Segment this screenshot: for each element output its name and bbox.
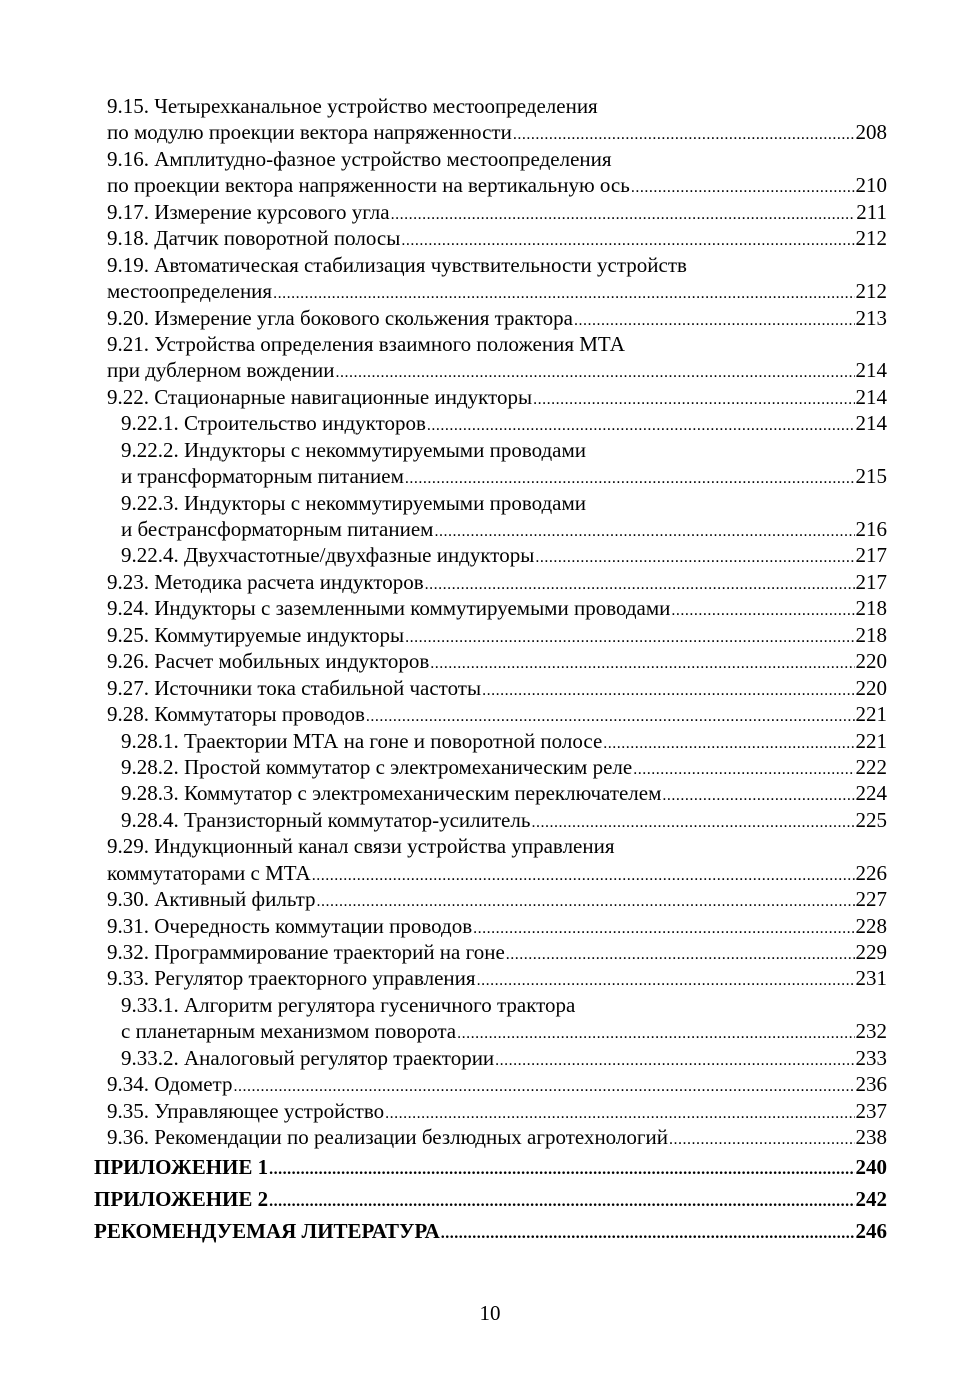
toc-entry-page: 226 — [855, 860, 887, 885]
page-number: 10 — [479, 1301, 501, 1325]
table-of-contents — [94, 93, 887, 1247]
toc-entry-title: 9.28.1. Траектории МТА на гоне и поворотной полосе — [121, 728, 603, 753]
toc-entry-page: 237 — [855, 1098, 887, 1123]
toc-entry-title: ПРИЛОЖЕНИЕ 2 — [94, 1186, 269, 1211]
toc-entry — [107, 1124, 887, 1150]
toc-entry-title: ПРИЛОЖЕНИЕ 1 — [94, 1154, 269, 1179]
toc-entry-page: 221 — [855, 702, 887, 727]
toc-appendix-entry — [94, 1151, 887, 1183]
toc-entry-title: при дублерном вождении — [107, 358, 335, 383]
toc-entry-page: 242 — [855, 1186, 887, 1211]
toc-leader-dots — [269, 1154, 854, 1186]
toc-entry — [107, 516, 887, 542]
toc-entry — [107, 569, 887, 595]
toc-entry-title: РЕКОМЕНДУЕМАЯ ЛИТЕРАТУРА — [94, 1218, 440, 1243]
toc-appendix-entry — [94, 1183, 887, 1215]
toc-entry — [107, 119, 887, 145]
toc-entry-title: 9.33.2. Аналоговый регулятор траектории — [121, 1045, 495, 1070]
toc-entry — [107, 728, 887, 754]
toc-leader-dots — [430, 651, 854, 677]
toc-entry — [107, 1018, 887, 1044]
toc-entry-title: 9.32. Программирование траекторий на гоне — [107, 940, 505, 964]
toc-entry-page: 217 — [855, 569, 887, 594]
toc-entry-page: 212 — [855, 279, 887, 304]
toc-leader-dots — [662, 783, 854, 809]
toc-entry-page: 232 — [855, 1019, 887, 1044]
toc-entry — [107, 278, 887, 304]
toc-entry — [107, 780, 887, 806]
toc-entry-page: 217 — [855, 543, 887, 568]
toc-entry-title: 9.28.4. Транзисторный коммутатор-усилитель — [121, 807, 531, 832]
toc-leader-dots — [405, 466, 855, 492]
toc-entry — [107, 807, 887, 833]
toc-entry-title: 9.20. Измерение угла бокового скольжения трактора — [107, 305, 573, 330]
toc-entry — [107, 305, 887, 331]
toc-entry — [107, 675, 887, 701]
toc-entry-title: 9.27. Источники тока стабильной частоты — [107, 675, 482, 700]
toc-entry-page: 214 — [855, 411, 887, 436]
toc-entry — [107, 1045, 887, 1071]
toc-entry-title: 9.28.2. Простой коммутатор с электромеханическим реле — [121, 754, 633, 779]
toc-entry — [107, 622, 887, 648]
toc-appendix-entry — [94, 1215, 887, 1247]
toc-entry-title: 9.28.3. Коммутатор с электромеханическим переключателем — [121, 781, 662, 806]
toc-entry — [107, 357, 887, 383]
toc-entry-page: 222 — [855, 754, 887, 779]
toc-entry-page: 216 — [855, 517, 887, 541]
toc-entry — [107, 754, 887, 780]
toc-entry — [107, 384, 887, 410]
toc-leader-dots — [533, 387, 854, 413]
toc-entry-page: 224 — [855, 781, 887, 806]
toc-entry-page: 221 — [855, 728, 887, 753]
toc-entry-title: по проекции вектора напряженности на вертикальную ось — [107, 173, 630, 198]
toc-leader-dots — [457, 1021, 854, 1047]
toc-entry-title: 9.36. Рекомендации по реализации безлюдных агротехнологий — [107, 1125, 668, 1150]
toc-entry-title: 9.28. Коммутаторы проводов — [107, 702, 365, 727]
toc-entry — [107, 886, 887, 912]
toc-entry — [107, 199, 887, 225]
toc-entry-page: 218 — [855, 622, 887, 647]
toc-entry-page: 227 — [855, 887, 887, 912]
toc-entry-page: 220 — [855, 675, 887, 700]
toc-entry — [107, 701, 887, 727]
toc-entry — [107, 1071, 887, 1097]
toc-entry-title: и бестрансформаторным питанием — [121, 517, 434, 541]
toc-entry-title: 9.24. Индукторы с заземленными коммутируемыми проводами — [107, 596, 671, 621]
toc-leader-dots — [477, 968, 855, 994]
toc-leader-dots — [405, 625, 854, 651]
toc-entry-page: 211 — [856, 199, 887, 224]
toc-entry-title-line: 9.15. Четырехканальное устройство местоопределения — [107, 94, 598, 118]
toc-entry-title-line: 9.33.1. Алгоритм регулятора гусеничного трактора — [121, 992, 576, 1017]
toc-entry — [107, 172, 887, 198]
toc-entry-title: 9.33. Регулятор траекторного управления — [107, 966, 476, 991]
toc-entry-title: и трансформаторным питанием — [121, 464, 404, 489]
toc-entry — [107, 225, 887, 251]
toc-entry-page: 220 — [855, 649, 887, 674]
toc-entry-title: 9.22.1. Строительство индукторов — [121, 411, 426, 436]
toc-leader-dots — [482, 678, 854, 704]
toc-entry-page: 246 — [855, 1218, 887, 1243]
toc-entry-title: 9.18. Датчик поворотной полосы — [107, 226, 401, 251]
toc-entry-page: 240 — [855, 1154, 887, 1179]
toc-leader-dots — [441, 1218, 855, 1250]
toc-leader-dots — [669, 1127, 855, 1153]
toc-entry — [107, 939, 887, 965]
toc-entry-title: 9.17. Измерение курсового угла — [107, 199, 390, 224]
toc-entry-page: 215 — [855, 464, 887, 489]
toc-entry-page: 214 — [855, 384, 887, 409]
toc-entry-page: 236 — [855, 1072, 887, 1097]
toc-leader-dots — [535, 545, 854, 571]
toc-entry-title-line: 9.19. Автоматическая стабилизация чувствительности устройств — [107, 252, 687, 277]
toc-entry-title: 9.25. Коммутируемые индукторы — [107, 622, 405, 647]
toc-entry — [107, 463, 887, 489]
toc-entry-page: 212 — [855, 226, 887, 251]
toc-entry-title: с планетарным механизмом поворота — [121, 1019, 457, 1044]
toc-entry-page: 228 — [855, 913, 887, 938]
toc-leader-dots — [391, 202, 856, 228]
toc-entry-page: 218 — [855, 596, 887, 621]
toc-entry — [107, 648, 887, 674]
toc-entry-page: 231 — [855, 966, 887, 991]
toc-entry-title: 9.35. Управляющее устройство — [107, 1098, 385, 1123]
toc-entry-title-line: 9.22.3. Индукторы с некоммутируемыми проводами — [121, 490, 587, 515]
toc-entry-title: 9.34. Одометр — [107, 1072, 233, 1097]
toc-leader-dots — [312, 863, 855, 889]
toc-entry-title: 9.23. Методика расчета индукторов — [107, 569, 424, 594]
toc-leader-dots — [269, 1186, 854, 1218]
toc-entry-page: 229 — [855, 940, 887, 964]
toc-entry-title: 9.30. Активный фильтр — [107, 887, 316, 912]
toc-leader-dots — [506, 942, 855, 968]
toc-leader-dots — [574, 308, 855, 334]
toc-entry-title-line: 9.29. Индукционный канал связи устройства управления — [107, 834, 615, 859]
toc-leader-dots — [631, 175, 855, 201]
toc-leader-dots — [513, 122, 855, 148]
toc-entry-title: 9.31. Очередность коммутации проводов — [107, 913, 473, 938]
toc-entry-title-line: 9.21. Устройства определения взаимного положения МТА — [107, 331, 625, 356]
toc-entry — [107, 1098, 887, 1124]
toc-entry — [107, 410, 887, 436]
toc-entry — [107, 913, 887, 939]
toc-leader-dots — [401, 228, 854, 254]
toc-entry-title: коммутаторами с МТА — [107, 860, 311, 885]
toc-entry-title: местоопределения — [107, 279, 273, 304]
toc-entry — [107, 965, 887, 991]
toc-entry-page: 225 — [855, 807, 887, 832]
toc-entry — [107, 595, 887, 621]
toc-entry — [107, 542, 887, 568]
toc-entry-page: 214 — [855, 358, 887, 383]
toc-entry-page: 210 — [855, 173, 887, 198]
toc-entry-title-line: 9.16. Амплитудно-фазное устройство местоопределения — [107, 146, 612, 171]
toc-entry-page: 233 — [855, 1045, 887, 1070]
toc-entry-title: 9.22.4. Двухчастотные/двухфазные индукторы — [121, 543, 535, 568]
toc-entry-page: 238 — [855, 1125, 887, 1150]
toc-entry-title: по модулю проекции вектора напряженности — [107, 120, 512, 145]
toc-entry-title: 9.22. Стационарные навигационные индукторы — [107, 384, 533, 409]
toc-entry — [107, 860, 887, 886]
toc-leader-dots — [671, 598, 854, 624]
toc-entry-title: 9.26. Расчет мобильных индукторов — [107, 649, 430, 674]
toc-leader-dots — [427, 413, 855, 439]
toc-entry-page: 213 — [855, 305, 887, 330]
toc-leader-dots — [633, 757, 854, 783]
toc-entry-title-line: 9.22.2. Индукторы с некоммутируемыми проводами — [121, 437, 587, 462]
toc-entry-page: 208 — [855, 120, 887, 145]
toc-leader-dots — [603, 731, 854, 757]
toc-leader-dots — [495, 1048, 854, 1074]
toc-leader-dots — [473, 916, 854, 942]
